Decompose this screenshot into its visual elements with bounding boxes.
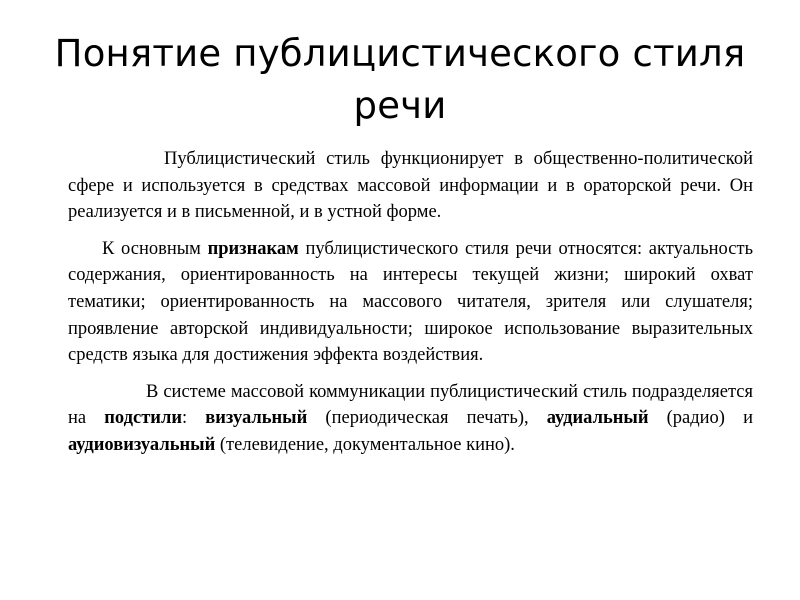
- substyle-visual: визуальный: [205, 408, 308, 429]
- substyles-text-5: (телевидение, документальное кино).: [215, 434, 515, 455]
- features-text-before: К основным: [102, 238, 208, 259]
- substyles-keyword: подстили: [104, 408, 182, 429]
- substyle-audial: аудиальный: [546, 408, 649, 429]
- features-text-after: публицистического стиля речи относятся: актуальность содержания, ориентированность на интересы текущей жизни; широкий охват тематики; ориентированность на массового читателя, зрителя или слушателя; проявление авторской индивидуальности; широкое использование выразительных средств языка для достижения эффекта воздействия.: [68, 238, 754, 366]
- substyles-text-1: В системе массовой коммуникации публицистический стиль подразделяется на: [68, 381, 753, 429]
- features-keyword: признакам: [207, 238, 299, 259]
- slide-title: Понятие публицистического стиля речи: [54, 32, 746, 127]
- substyles-text-3: (периодическая печать),: [307, 408, 547, 429]
- substyles-text-4: (радио) и: [648, 408, 753, 429]
- paragraph-substyles: [68, 379, 753, 459]
- substyle-audiovisual: аудиовизуальный: [68, 434, 216, 455]
- paragraph-features: [68, 236, 753, 369]
- paragraph-definition: Публицистический стиль функционирует в общественно-политической сфере и используется в средствах массовой информации и в ораторской речи. Он реализуется и в письменной, и в устной форме.: [68, 149, 753, 223]
- substyles-text-2: :: [181, 408, 206, 429]
- slide-body: [68, 146, 753, 459]
